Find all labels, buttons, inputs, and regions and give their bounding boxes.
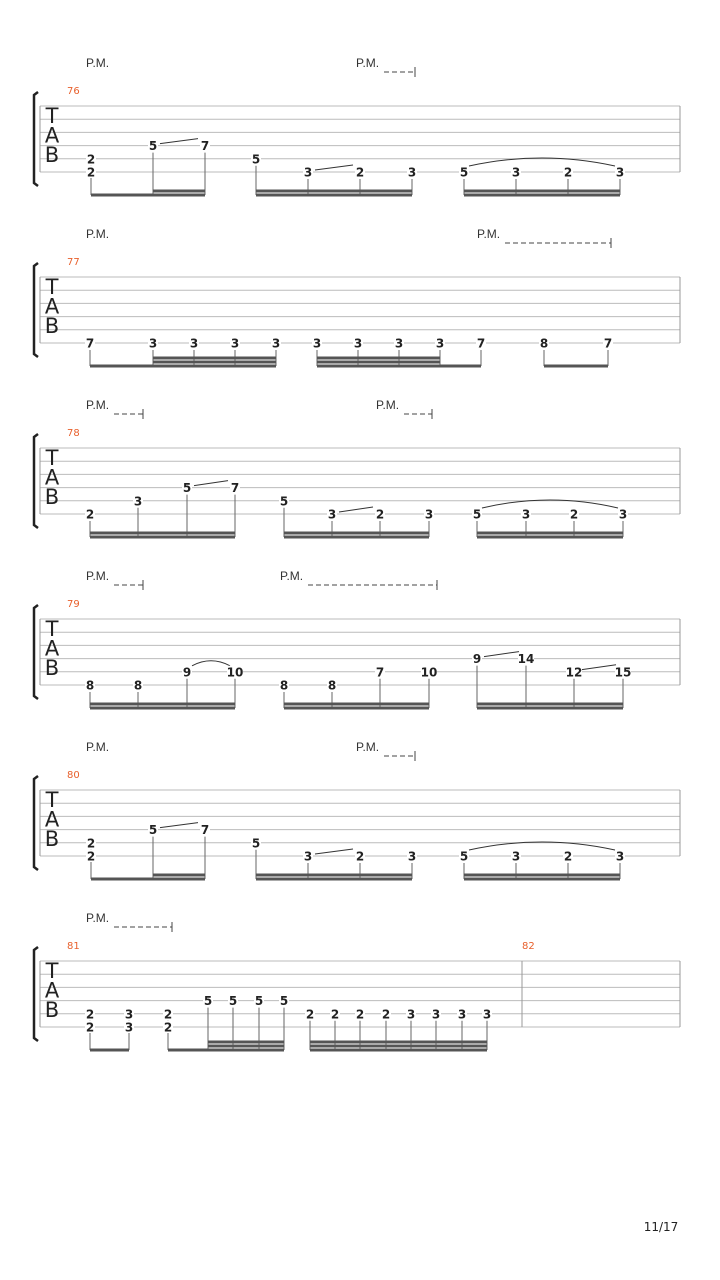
tab-clef-letter: T	[45, 617, 59, 641]
measure-number: 79	[67, 599, 80, 610]
fret-number: 2	[330, 1007, 340, 1022]
palm-mute-label: P.M.	[86, 227, 110, 241]
palm-mute-label: P.M.	[356, 740, 380, 754]
tab-clef-letter: A	[44, 465, 60, 490]
slide-line	[315, 849, 353, 854]
slide-line	[339, 507, 373, 512]
note-beam	[256, 874, 412, 877]
fret-number: 2	[86, 165, 96, 180]
note-beam	[310, 1049, 487, 1052]
note-beam	[256, 878, 412, 881]
note-beam	[153, 357, 276, 360]
tab-clef-letter: T	[45, 446, 59, 470]
tab-clef-letter: B	[44, 998, 60, 1022]
fret-number: 7	[230, 481, 240, 496]
tab-clef-letter: B	[44, 485, 60, 509]
palm-mute-label: P.M.	[86, 569, 110, 583]
note-beam	[90, 707, 235, 710]
fret-number: 2	[563, 165, 573, 180]
system-bracket	[34, 605, 38, 699]
fret-number: 3	[303, 849, 313, 864]
fret-number: 8	[327, 678, 337, 693]
fret-number: 9	[182, 665, 192, 680]
tab-clef-letter: A	[44, 636, 60, 661]
measure-number: 77	[67, 257, 80, 268]
fret-number: 2	[86, 152, 96, 167]
note-beam	[284, 703, 429, 706]
fret-number: 2	[85, 507, 95, 522]
palm-mute-label: P.M.	[376, 398, 400, 412]
fret-number: 5	[148, 823, 158, 838]
tab-clef-letter: A	[44, 294, 60, 319]
note-beam	[208, 1041, 284, 1044]
fret-number: 3	[435, 336, 445, 351]
fret-number: 3	[271, 336, 281, 351]
note-beam	[91, 194, 153, 197]
fret-number: 5	[279, 494, 289, 509]
measure-number: 82	[522, 941, 535, 952]
fret-number: 3	[521, 507, 531, 522]
fret-number: 5	[459, 165, 469, 180]
fret-number: 7	[85, 336, 95, 351]
note-beam	[317, 357, 440, 360]
measure-number: 78	[67, 428, 80, 439]
fret-number: 2	[163, 1007, 173, 1022]
page-number: 11/17	[643, 1220, 679, 1234]
fret-number: 5	[254, 994, 264, 1009]
slur-arc	[192, 661, 230, 666]
fret-number: 3	[189, 336, 199, 351]
fret-number: 2	[355, 1007, 365, 1022]
note-beam	[317, 365, 440, 368]
tab-clef-letter: T	[45, 959, 59, 983]
fret-number: 3	[353, 336, 363, 351]
note-beam	[90, 536, 235, 539]
slide-line	[160, 139, 198, 144]
note-beam	[477, 532, 623, 535]
fret-number: 2	[86, 849, 96, 864]
system-bracket	[34, 92, 38, 186]
fret-number: 3	[406, 1007, 416, 1022]
fret-number: 5	[279, 994, 289, 1009]
palm-mute-label: P.M.	[86, 398, 110, 412]
measure-number: 76	[67, 86, 80, 97]
note-beam	[464, 874, 620, 877]
palm-mute-label: P.M.	[86, 740, 110, 754]
tab-clef-letter: B	[44, 143, 60, 167]
fret-number: 3	[394, 336, 404, 351]
tab-clef-letter: A	[44, 123, 60, 148]
system-bracket	[34, 776, 38, 870]
note-beam	[440, 365, 481, 368]
fret-number: 7	[603, 336, 613, 351]
note-beam	[208, 1045, 284, 1048]
fret-number: 8	[85, 678, 95, 693]
note-beam	[90, 1049, 129, 1052]
note-beam	[153, 365, 276, 368]
fret-number: 3	[124, 1020, 134, 1035]
fret-number: 8	[539, 336, 549, 351]
fret-number: 3	[511, 165, 521, 180]
fret-number: 5	[228, 994, 238, 1009]
fret-number: 2	[381, 1007, 391, 1022]
system-bracket	[34, 434, 38, 528]
note-beam	[90, 365, 153, 368]
note-beam	[90, 703, 235, 706]
fret-number: 3	[327, 507, 337, 522]
palm-mute-label: P.M.	[356, 56, 380, 70]
fret-number: 5	[459, 849, 469, 864]
fret-number: 2	[305, 1007, 315, 1022]
note-beam	[477, 536, 623, 539]
measure-number: 80	[67, 770, 80, 781]
fret-number: 3	[615, 165, 625, 180]
note-beam	[153, 190, 205, 193]
note-beam	[153, 878, 205, 881]
slide-line	[315, 165, 353, 170]
tab-clef-letter: T	[45, 275, 59, 299]
fret-number: 2	[355, 165, 365, 180]
note-beam	[90, 532, 235, 535]
fret-number: 3	[615, 849, 625, 864]
note-beam	[256, 190, 412, 193]
fret-number: 3	[482, 1007, 492, 1022]
tab-clef-letter: A	[44, 807, 60, 832]
fret-number: 15	[614, 665, 632, 680]
palm-mute-label: P.M.	[280, 569, 304, 583]
fret-number: 3	[407, 849, 417, 864]
fret-number: 14	[517, 652, 535, 667]
fret-number: 2	[569, 507, 579, 522]
fret-number: 3	[148, 336, 158, 351]
tab-clef-letter: B	[44, 314, 60, 338]
note-beam	[153, 361, 276, 364]
tab-clef-letter: A	[44, 978, 60, 1003]
fret-number: 8	[279, 678, 289, 693]
slide-line	[484, 652, 519, 657]
tab-clef-letter: B	[44, 656, 60, 680]
fret-number: 5	[148, 139, 158, 154]
fret-number: 2	[563, 849, 573, 864]
tab-clef-letter: B	[44, 827, 60, 851]
fret-number: 5	[251, 152, 261, 167]
note-beam	[544, 365, 608, 368]
system-bracket	[34, 263, 38, 357]
note-beam	[168, 1049, 208, 1052]
note-beam	[256, 194, 412, 197]
note-beam	[310, 1045, 487, 1048]
note-beam	[91, 878, 153, 881]
fret-number: 3	[431, 1007, 441, 1022]
fret-number: 3	[618, 507, 628, 522]
fret-number: 5	[251, 836, 261, 851]
fret-number: 7	[476, 336, 486, 351]
note-beam	[153, 194, 205, 197]
fret-number: 5	[472, 507, 482, 522]
fret-number: 7	[200, 823, 210, 838]
fret-number: 2	[86, 836, 96, 851]
fret-number: 5	[182, 481, 192, 496]
palm-mute-label: P.M.	[477, 227, 501, 241]
palm-mute-label: P.M.	[86, 56, 110, 70]
note-beam	[284, 536, 429, 539]
slide-line	[581, 665, 616, 670]
fret-number: 3	[407, 165, 417, 180]
fret-number: 10	[420, 665, 438, 680]
fret-number: 3	[424, 507, 434, 522]
fret-number: 3	[511, 849, 521, 864]
slide-line	[160, 823, 198, 828]
note-beam	[477, 703, 623, 706]
fret-number: 2	[355, 849, 365, 864]
fret-number: 2	[85, 1007, 95, 1022]
fret-number: 8	[133, 678, 143, 693]
fret-number: 7	[375, 665, 385, 680]
fret-number: 9	[472, 652, 482, 667]
note-beam	[208, 1049, 284, 1052]
fret-number: 12	[565, 665, 583, 680]
fret-number: 3	[230, 336, 240, 351]
fret-number: 2	[375, 507, 385, 522]
tab-clef-letter: T	[45, 104, 59, 128]
fret-number: 10	[226, 665, 244, 680]
tab-clef-letter: T	[45, 788, 59, 812]
fret-number: 7	[200, 139, 210, 154]
fret-number: 3	[124, 1007, 134, 1022]
system-bracket	[34, 947, 38, 1041]
note-beam	[317, 361, 440, 364]
palm-mute-label: P.M.	[86, 911, 110, 925]
note-beam	[284, 707, 429, 710]
note-beam	[464, 190, 620, 193]
slide-line	[194, 481, 228, 486]
fret-number: 3	[133, 494, 143, 509]
note-beam	[153, 874, 205, 877]
fret-number: 3	[312, 336, 322, 351]
note-beam	[284, 532, 429, 535]
fret-number: 3	[303, 165, 313, 180]
note-beam	[310, 1041, 487, 1044]
note-beam	[464, 878, 620, 881]
fret-number: 3	[457, 1007, 467, 1022]
note-beam	[477, 707, 623, 710]
note-beam	[464, 194, 620, 197]
measure-number: 81	[67, 941, 80, 952]
fret-number: 2	[163, 1020, 173, 1035]
fret-number: 2	[85, 1020, 95, 1035]
fret-number: 5	[203, 994, 213, 1009]
